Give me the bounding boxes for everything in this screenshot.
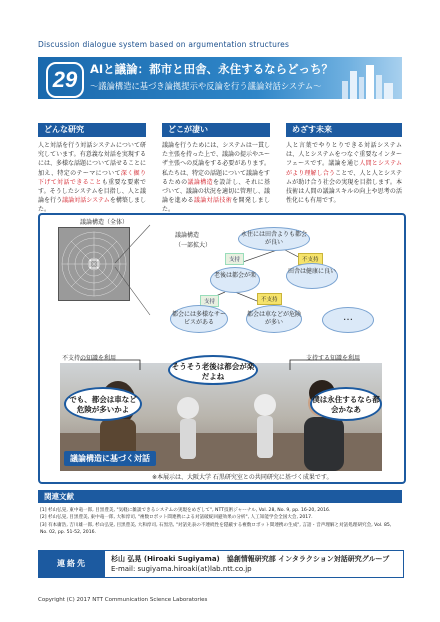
text-segment: も重要な要素です。そうしたシステムを目指し、人と議論を行う [38,178,146,205]
city-skyline-icon [338,61,398,99]
text-segment: 人と言葉でやりとりできる対話システムは、人とシステムをつなぐ重要なインターフェースです。議論を通じ [286,142,402,168]
node-services: 都会には多様なサービスがある [170,305,228,333]
poster-number: 29 [46,62,84,98]
text-segment: を設計し、それに基づいて、議論の状況を適切に管理し、議論を進める [162,178,270,205]
page-title: AIと議論：都市と田舎、永住するならどっち？ [90,62,333,76]
title-banner [38,57,402,99]
copyright: Copyright (C) 2017 NTT Communication Science Laboratories [38,597,208,603]
partial-structure-sub: （一部拡大） [175,242,212,249]
node-root: 永住には田舎よりも都会が良い [238,227,310,251]
tag-nonsupport: 不支持 [298,253,323,265]
page-subtitle: ～議論構造に基づき論拠提示や反論を行う議論対話システム～ [90,81,322,91]
section-text-strength [162,141,270,215]
highlight-text: 議論構造 [187,178,213,186]
tag-nonsupport: 不支持 [257,293,282,305]
section-heading-strength: どこが凄い [162,123,270,137]
highlight-text: 深く掘り下げて対話できること [38,169,146,186]
reference-item: [3] 有本庸浩, 吉川雄一郎, 杉山弘晃, 目黒豊美, 大和淳司, 石黒浩, "対話先表の不連続性を隠蔽する複数ロボット間連携の生成", 言語・音声理解と対話処理研究会, Vol. 85, No. 02, pp. 51-52, 2016. [40,522,392,535]
speech-bubble-right: 僕は永住するなら都会かなあ [310,387,382,421]
text-segment: 議論を行うためには、システムは一貫した主張を持った上で、議論の提示やユーザ主張への反論をする必要があります。私たちは、特定の話題について議論をするための [162,142,270,186]
section-text-future [286,141,402,205]
speech-bubble-center: そうそう老後は都会が楽だよね [168,355,258,385]
section-heading-future: めざす未来 [286,123,402,137]
tag-support: 支持 [200,295,219,307]
reference-item: [2] 杉山弘晃, 目黒豊美, 東中竜一郎, 大和淳司, "複数ロボット間連携による対話破綻回避効果の分析", 人工知能学会全国大会, 2017. [40,515,313,521]
collaboration-note: ※本展示は、大阪大学 石黒研究室との共同研究に基づく成果です。 [152,474,333,481]
node-danger: 都会は車などが危険が多い [246,305,302,333]
right-knowledge-label: 支持する知識を利用 [306,355,361,362]
text-segment: を開発しました。 [162,197,270,214]
section-text-research [38,141,146,215]
partial-structure-label: 議論構造 [175,232,200,239]
english-title: Discussion dialogue system based on argumentation structures [38,40,290,49]
text-segment: ことで、人と人とシステムが助け合う社会の実現を目指します。本技術は人間の議論スキルの向上や思考の活性化にも有用です。 [286,169,402,205]
contact-box [38,550,404,578]
text-segment: を構築しました。 [38,197,146,214]
speech-bubble-left: でも、都会は車など危険が多いかよ [64,387,142,421]
references-list [40,507,400,536]
text-segment: 人と対話を行う対話システムについて研究しています。有意義な対話を実現するには、多様な話題について話せることに加え、特定のテーマについて [38,142,146,177]
highlight-text: 議論対話技術 [193,197,233,205]
section-heading-research: どんな研究 [38,123,146,137]
highlight-text: 議論対話システム [62,197,110,205]
structure-dialogue-label: 議論構造に基づく対話 [64,451,156,466]
contact-heading: 連絡先 [39,551,105,577]
contact-name: 杉山 弘晃 (Hiroaki Sugiyama) 協創情報研究部 インタラクション対話研究グループ [111,555,390,563]
left-knowledge-label: 不支持の知識を利用 [62,355,117,362]
reference-item: [1] 杉山弘晃, 東中竜一郎, 目黒豊美, "気軽に雑談できるシステムの実現をめざして", NTT技術ジャーナル, Vol. 28, No. 9, pp. 16-20, 2016. [40,508,331,513]
node-more: … [322,307,374,333]
figure-panel [38,213,406,484]
references-heading: 関連文献 [38,490,402,503]
highlight-text: 人間とシステムがより理解し合う [286,160,402,177]
whole-structure-label: 議論構造（全体） [80,219,129,226]
contact-email: E-mail: sugiyama.hiroaki(at)lab.ntt.co.jp [111,565,252,573]
tag-support: 支持 [225,253,244,265]
node-elderly: 老後は都会が楽 [210,267,260,293]
node-rural-health: 田舎は健康に良い [286,263,338,289]
